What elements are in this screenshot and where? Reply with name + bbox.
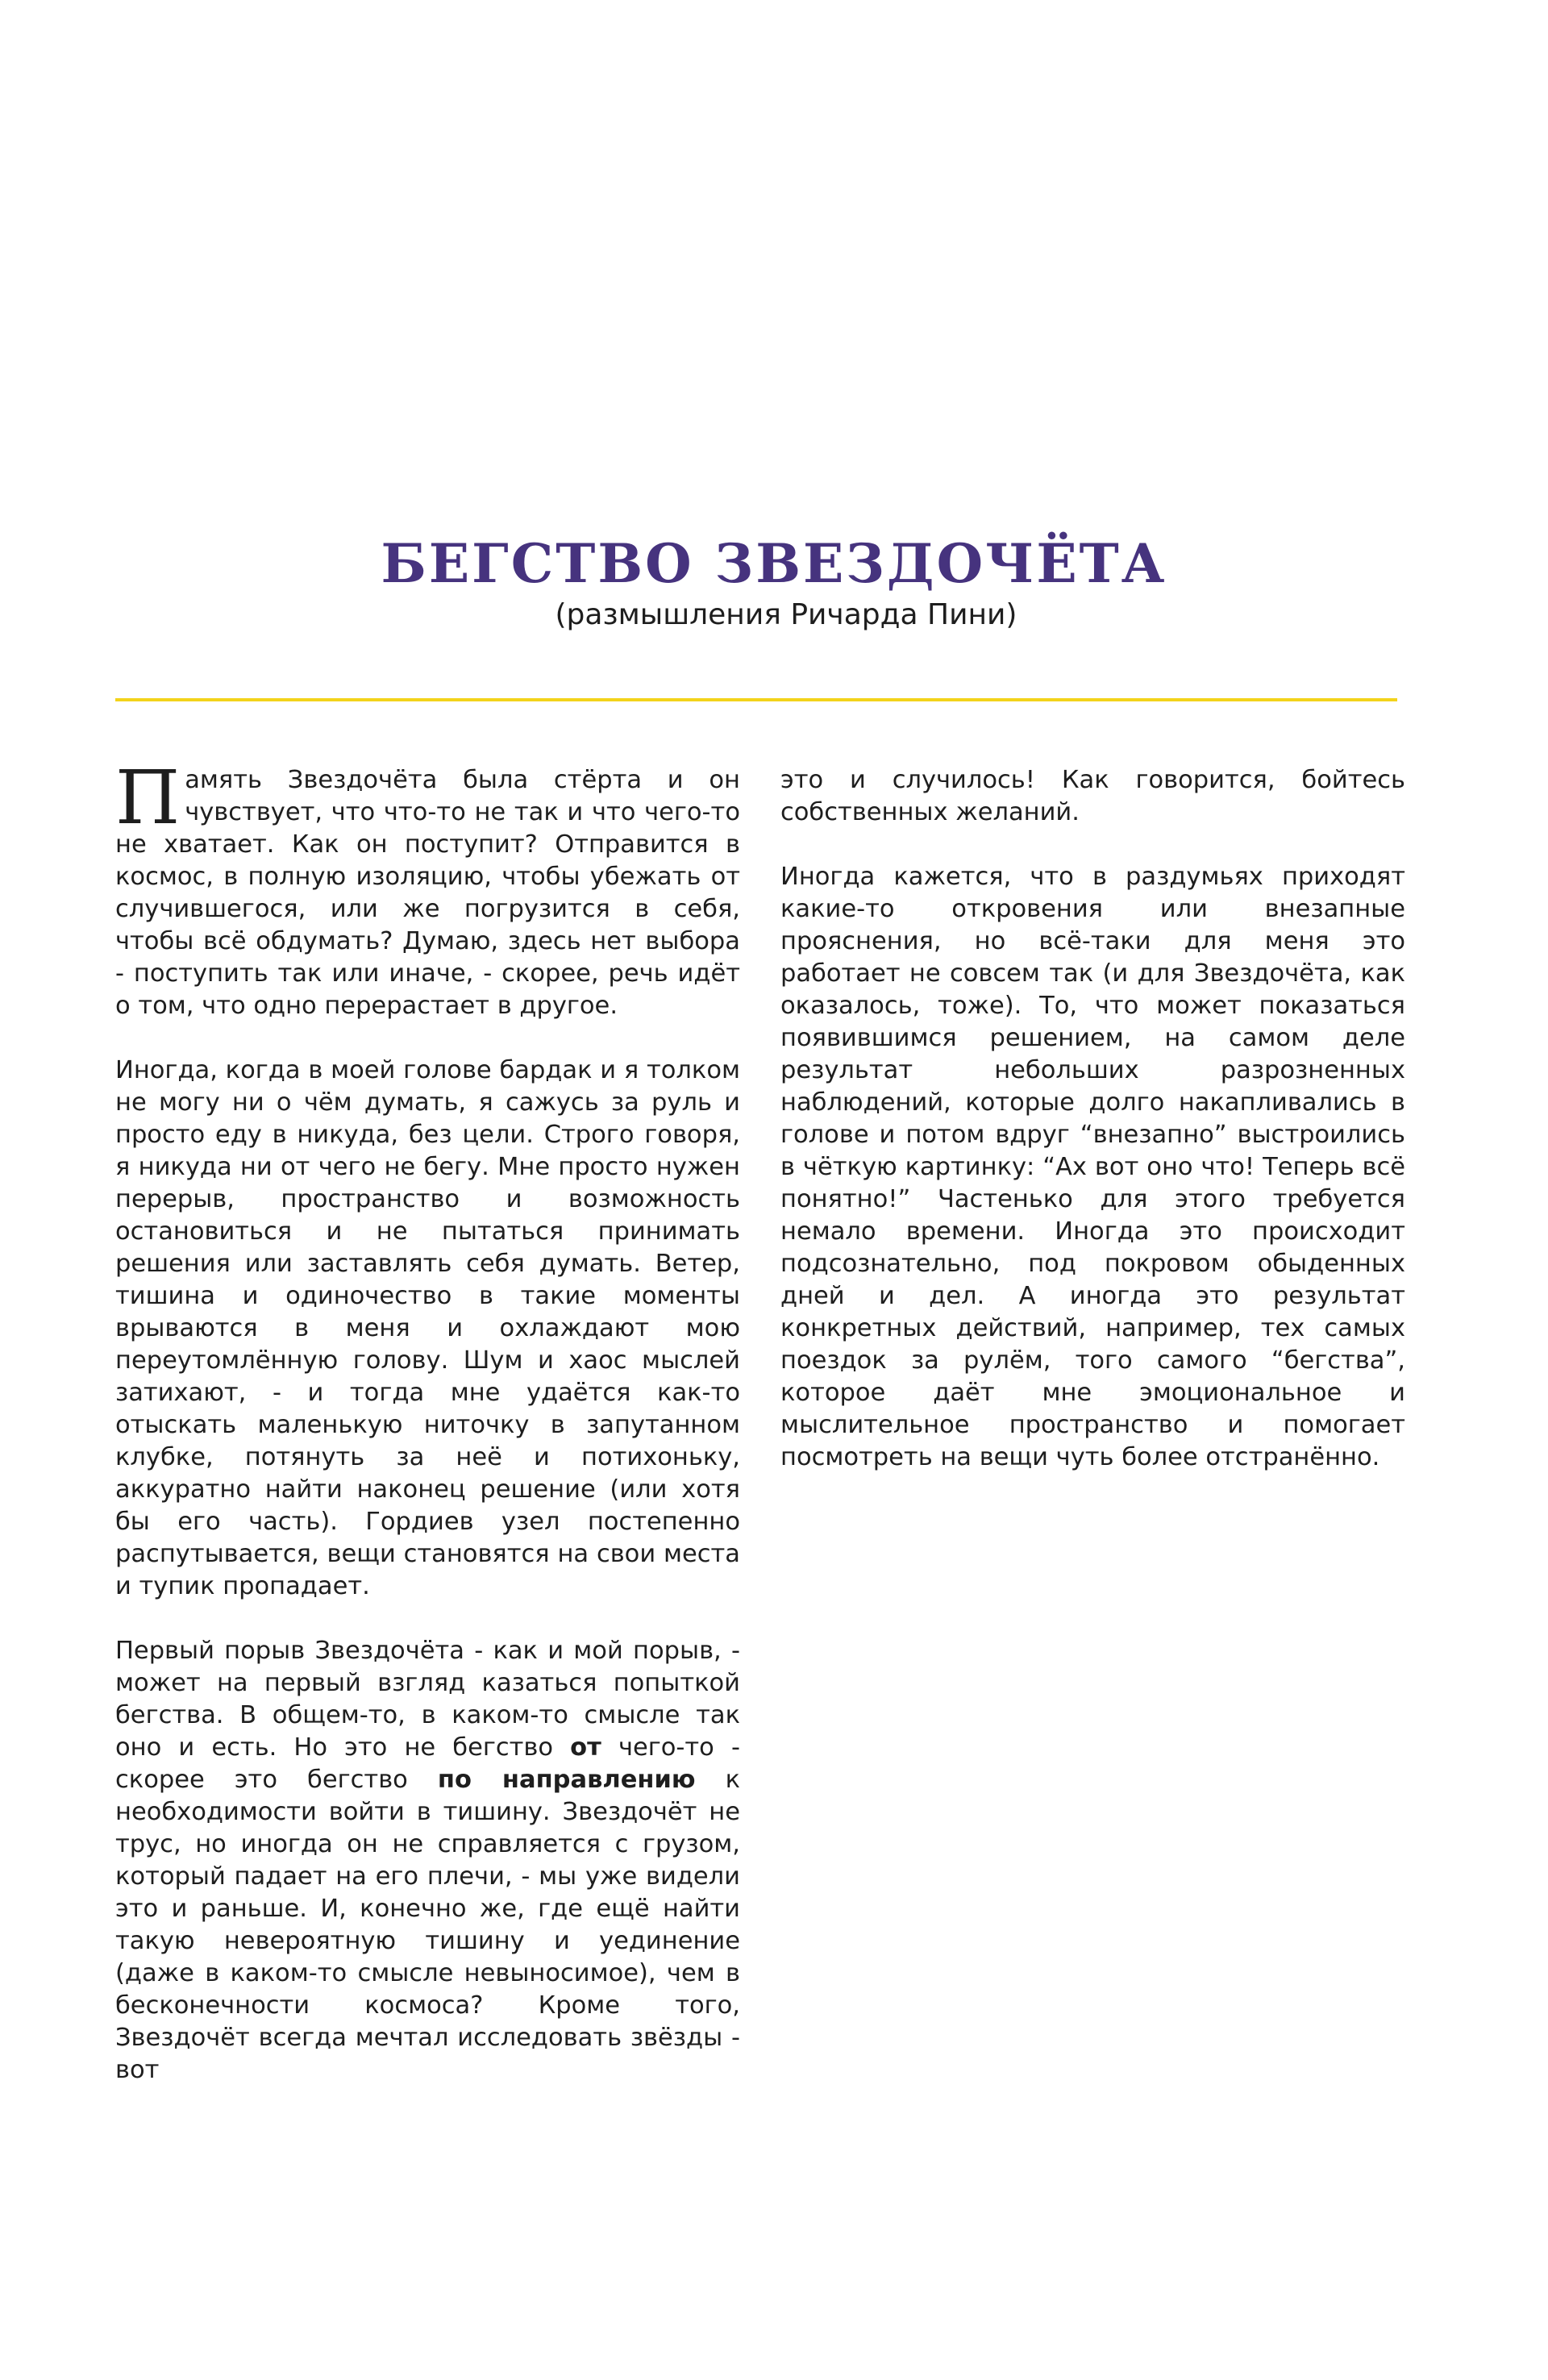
emphasis-ot: от <box>570 1733 601 1762</box>
paragraph-3-part-a: Первый порыв Звездочёта - как и мой порыв, - может на первый взгляд казаться попыткой бегства. В общем-то, в каком-то смысле так оно и есть. Но это не бегство <box>115 1637 740 1762</box>
paragraph-3-part-c: чего-то - скорее это бегство <box>115 1733 740 1794</box>
yellow-divider <box>115 698 1397 701</box>
paragraph-1 <box>115 755 740 1022</box>
paragraph-4: это и случилось! Как говорится, бойтесь собственных желаний. <box>780 766 1405 826</box>
article-subtitle: (размышления Ричарда Пини) <box>555 598 1017 631</box>
right-column <box>780 764 1405 1506</box>
drop-cap: П <box>115 755 181 841</box>
paragraph-1-text: амять Звездочёта была стёрта и он чувствует, что что-то не так и что чего-то не хватает. Как он поступит? Отправится в космос, в полную изоляцию, чтобы убежать от случившегося, или же погрузится в себя, чтобы всё обдумать? Думаю, здесь нет выбора - поступить так или иначе, - скорее, речь идёт о том, что одно перерастает в другое. <box>115 766 740 1020</box>
paragraph-3 <box>115 1635 740 2087</box>
paragraph-3-part-e: к необходимости войти в тишину. Звездочёт не трус, но иногда он не справляется с грузом, который падает на его плечи, - мы уже видели это и раньше. И, конечно же, где ещё найти такую невероятную тишину и уединение (даже в каком-то смысле невыносимое), чем в бесконечности космоса? Кроме того, Звездочёт всегда мечтал исследовать звёзды - вот <box>115 1766 740 2084</box>
article-title: БЕГСТВО ЗВЕЗДОЧЁТА <box>381 532 1167 595</box>
left-column <box>115 755 740 2119</box>
paragraph-5: Иногда кажется, что в раздумьях приходят какие-то откровения или внезапные прояснения, но всё-таки для меня это работает не совсем так (и для Звездочёта, как оказалось, тоже). То, что может показаться появившимся решением, на самом деле результат небольших разрозненных наблюдений, которые долго накапливались в голове и потом вдруг “внезапно” выстроились в чёткую картинку: “Ах вот оно что! Теперь всё понятно!” Частенько для этого требуется немало времени. Иногда это происходит подсознательно, под покровом обыденных дней и дел. А иногда это результат конкретных действий, например, тех самых поездок за рулём, того самого “бегства”, которое даёт мне эмоциональное и мыслительное пространство и помогает посмотреть на вещи чуть более отстранённо. <box>780 863 1405 1471</box>
emphasis-po-napravleniyu: по направлению <box>437 1766 696 1794</box>
article-header <box>0 532 1548 634</box>
paragraph-2: Иногда, когда в моей голове бардак и я толком не могу ни о чём думать, я сажусь за руль и просто еду в никуда, без цели. Строго говоря, я никуда ни от чего не бегу. Мне просто нужен перерыв, пространство и возможность остановиться и не пытаться принимать решения или заставлять себя думать. Ветер, тишина и одиночество в такие моменты врываются в меня и охлаждают мою переутомлённую голову. Шум и хаос мыслей затихают, - и тогда мне удаётся как-то отыскать маленькую ниточку в запутанном клубке, потянуть за неё и потихоньку, аккуратно найти наконец решение (или хотя бы его часть). Гордиев узел постепенно распутывается, вещи становятся на свои места и тупик пропадает. <box>115 1056 740 1600</box>
